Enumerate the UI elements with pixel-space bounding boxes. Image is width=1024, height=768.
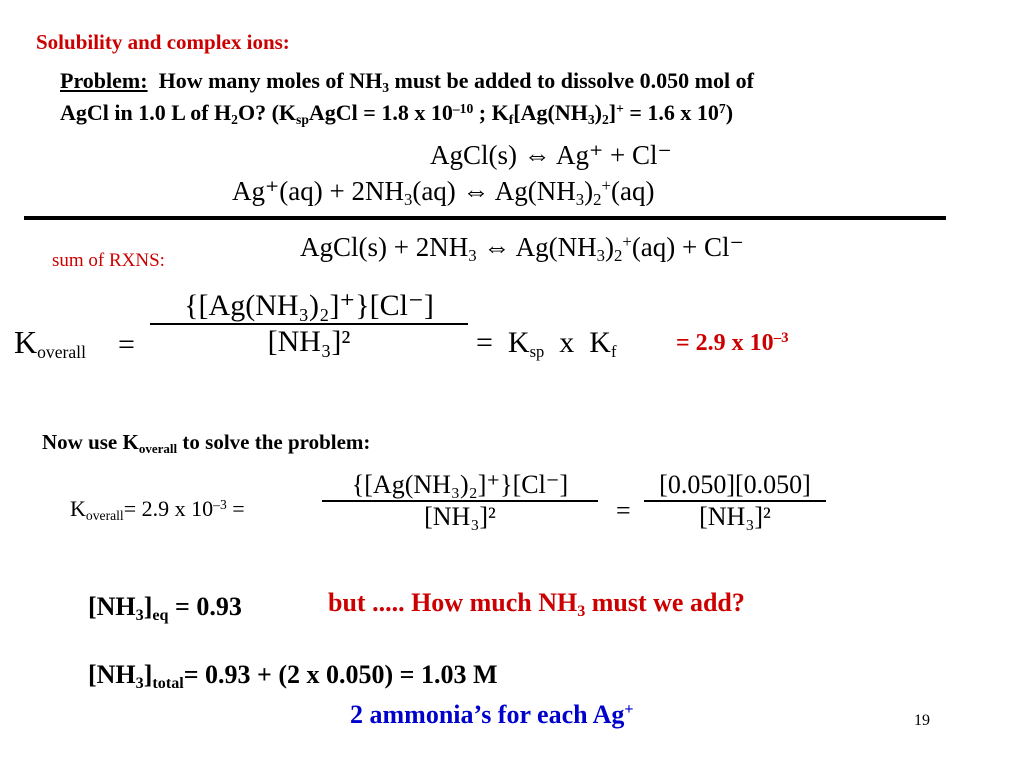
- reaction-1: AgCl(s) ⇔ Ag⁺ + Cl⁻: [430, 140, 672, 170]
- koverall-denominator: [NH₃]²: [267, 325, 351, 358]
- nh3-eq-result: $[NH_3]_{eq} = 0.93$: [88, 592, 242, 624]
- problem-label: Problem:: [60, 68, 148, 93]
- koverall-value: = 2.9 x $10^{-3}$: [676, 329, 789, 356]
- koverall-numerator: {[Ag(NH₃)₂]⁺}[Cl⁻]: [184, 289, 434, 322]
- koverall-symbol: $K_{overall}$: [14, 324, 86, 363]
- solve-lhs: $K_{overall}= 2.9$ x $10^{-3}$ =: [70, 496, 245, 524]
- problem-line-2: AgCl in 1.0 L of $H_2O$? ($K_{sp}AgCl = 1.8$ x $10^{-10}$ ; $K_f[Ag(NH_3)_2]^+ = 1.6$ x $10^7$): [60, 100, 734, 128]
- question-text: but ..... How much $NH_3$ must we add?: [328, 588, 745, 620]
- solve-numerator-2: [0.050][0.050]: [659, 470, 811, 499]
- solve-fraction-1: [322, 470, 598, 532]
- solve-denominator-2: [NH₃]²: [699, 502, 771, 531]
- solve-denominator-1: [NH₃]²: [424, 502, 496, 531]
- koverall-fraction: [150, 288, 468, 359]
- now-use-text: Now use $K_{overall}$ to solve the problem:: [42, 430, 371, 456]
- ammonia-note: 2 ammonia’s for each Ag+: [350, 700, 634, 729]
- page-number: 19: [914, 712, 930, 729]
- koverall-product: = $K_{sp}$ x $K_f$: [476, 326, 617, 361]
- overall-reaction: AgCl(s) + $2NH_3$ ⇔ $Ag(NH_3)_2^+(aq) + Cl^-$: [300, 231, 744, 266]
- nh3-total-result: $[NH_3]_{total}= 0.93 + (2$ x 0.050) = 1.03 M: [88, 660, 498, 692]
- sum-label: sum of RXNS:: [52, 250, 165, 271]
- solve-numerator-1: {[Ag(NH₃)₂]⁺}[Cl⁻]: [351, 470, 569, 499]
- section-title: Solubility and complex ions:: [36, 30, 290, 54]
- solve-fraction-2: [644, 470, 826, 532]
- sum-divider: [24, 216, 946, 220]
- problem-line-1: Problem: How many moles of $NH_3$ must be added to dissolve 0.050 mol of: [60, 68, 754, 96]
- reaction-2: $Ag^+(aq) + 2NH_3(aq)$ ⇔ $Ag(NH_3)_2^+(aq)$: [232, 175, 655, 210]
- solve-equals: =: [616, 496, 631, 525]
- koverall-equals: =: [118, 328, 135, 361]
